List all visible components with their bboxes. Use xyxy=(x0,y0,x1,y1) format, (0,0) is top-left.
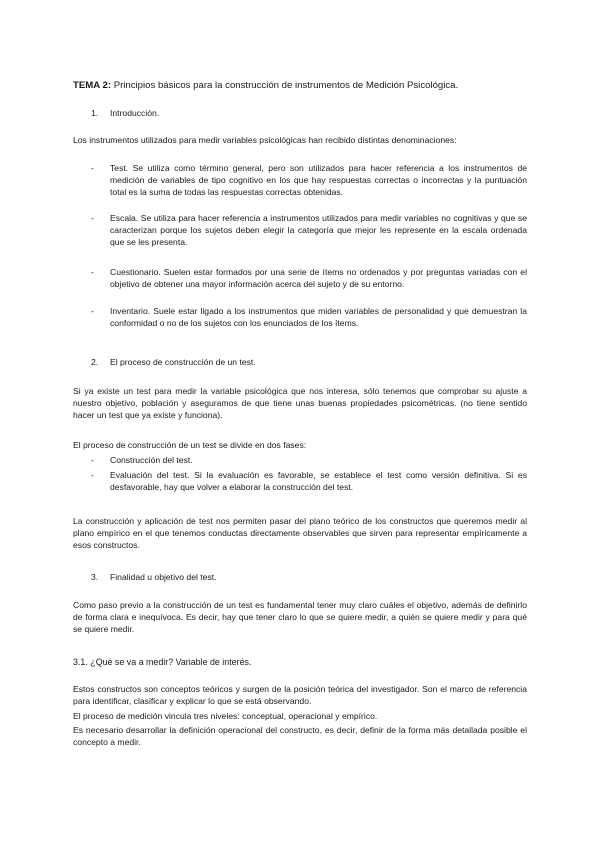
section-3-number: 3. xyxy=(91,572,99,582)
phase-construccion: Construcción del test. xyxy=(110,455,193,465)
section-3-para-4: Es necesario desarrollar la definición operacional del constructo, es decir, definir de la forma más detallada posible el concepto a medir. xyxy=(73,725,527,747)
section-3-para-3: El proceso de medición vincula tres niveles: conceptual, operacional y empírico. xyxy=(73,711,378,721)
bullet-dash: - xyxy=(91,306,94,316)
bullet-dash: - xyxy=(91,267,94,277)
section-2-heading: El proceso de construcción de un test. xyxy=(110,357,256,367)
section-3-para-1: Como paso previo a la construcción de un test es fundamental tener muy claro cuáles el objetivo, además de definirlo de forma clara e inequívoca. Es decir, hay que tener claro lo que se quiere medir, a quién se quiere medir y para qué se quiere medir. xyxy=(73,600,527,634)
section-3-heading: Finalidad u objetivo del test. xyxy=(110,572,217,582)
subsection-3-1-heading: 3.1. ¿Qué se va a medir? Variable de interés. xyxy=(73,657,252,667)
section-2-number: 2. xyxy=(91,357,99,367)
section-1-intro: Los instrumentos utilizados para medir variables psicológicas han recibido distintas denominaciones: xyxy=(73,135,457,145)
section-2-para-3: La construcción y aplicación de test nos permiten pasar del plano teórico de los constructos que queremos medir al plano empírico en el que tenemos conductas directamente observables que sirven para representar empíricamente a esos constructos. xyxy=(73,516,527,550)
section-1-number: 1. xyxy=(91,108,99,118)
bullet-dash: - xyxy=(91,455,94,465)
bullet-escala: Escala. Se utiliza para hacer referencia a instrumentos utilizados para medir variables no cognitivas y que se caracterizan porque los sujetos deben elegir la categoría que mejor les represente en la escala ordenada que se les presenta. xyxy=(110,213,527,247)
phase-evaluacion: Evaluación del test. Si la evaluación es favorable, se establece el test como versión definitiva. Si es desfavorable, hay que volver a elaborar la construcción del test. xyxy=(110,470,527,492)
bullet-inventario: Inventario. Suele estar ligado a los instrumentos que miden variables de personalidad y que demuestran la conformidad o no de los sujetos con los enunciados de los ítems. xyxy=(110,306,527,328)
section-2-para-2: El proceso de construcción de un test se divide en dos fases: xyxy=(73,440,307,450)
document-title xyxy=(73,80,527,92)
bullet-dash: - xyxy=(91,470,94,480)
title-text: Principios básicos para la construcción de instrumentos de Medición Psicológica. xyxy=(111,80,459,91)
bullet-dash: - xyxy=(91,163,94,173)
section-3-para-2: Estos constructos son conceptos teóricos y surgen de la posición teórica del investigador. Son el marco de referencia para identificar, clasificar y explicar lo que se está observando. xyxy=(73,684,527,706)
title-label: TEMA 2: xyxy=(73,80,112,91)
section-1-heading: Introducción. xyxy=(110,108,160,118)
section-2-para-1: Si ya existe un test para medir la variable psicológica que nos interesa, sólo tenemos que comprobar su ajuste a nuestro objetivo, población y aseguramos de que tiene unas buenas propiedades psicométricas. (no tiene sentido hacer un test que ya existe y funciona). xyxy=(73,386,527,420)
bullet-cuestionario: Cuestionario. Suelen estar formados por una serie de ítems no ordenados y por preguntas variadas con el objetivo de obtener una mayor información acerca del sujeto y de su entorno. xyxy=(110,267,527,289)
bullet-test: Test. Se utiliza como término general, pero son utilizados para hacer referencia a los instrumentos de medición de variables de tipo cognitivo en los que hay respuestas correctas o incorrectas y la puntuación total es la suma de todas las respuestas correctas obtenidas. xyxy=(110,163,527,197)
bullet-dash: - xyxy=(91,213,94,223)
